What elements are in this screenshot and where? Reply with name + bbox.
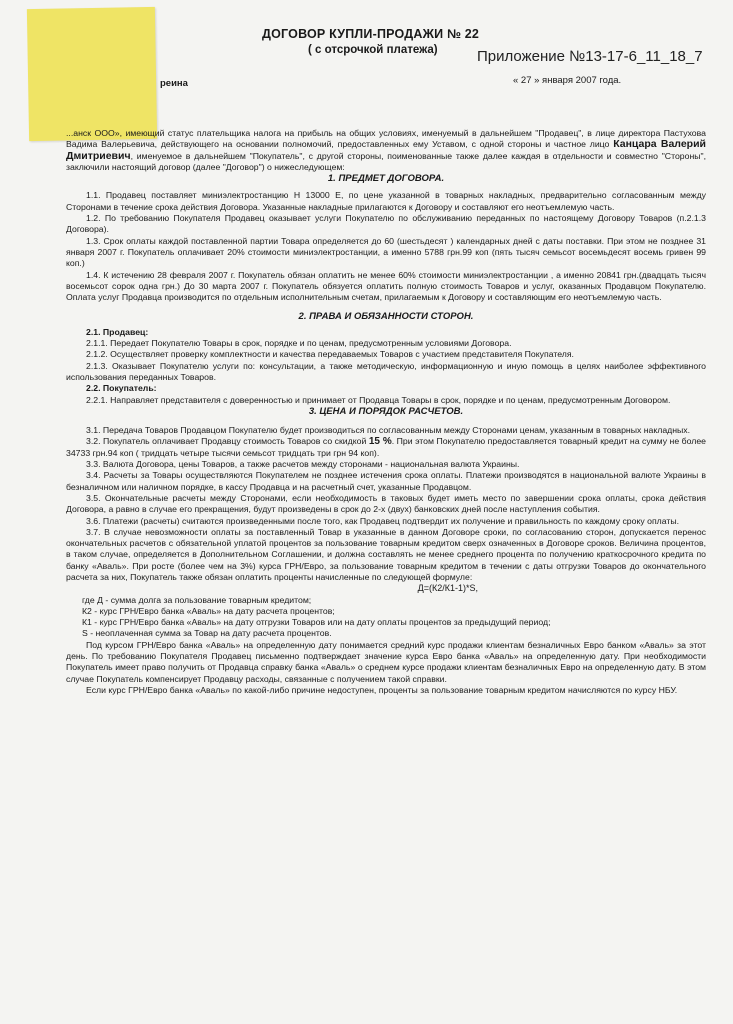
legend-item: где Д - сумма долга за пользование товарным кредитом; — [82, 594, 312, 605]
contract-date: « 27 » января 2007 года. — [513, 75, 622, 86]
document-subtitle: ( с отсрочкой платежа) — [308, 44, 438, 56]
clause-1-3: 1.3. Срок оплаты каждой поставленной партии Товара определяется до 60 (шестьдесят ) календарных дней с даты поставки. При этом не позднее 31 января 2007 г. Покупатель оплачивает 20% стоимости миниэлектростанции, а именно 5788 грн.99 коп (пять тысяч семьсот восемьдесят восемь гривен 99 коп.) — [66, 235, 706, 269]
clause-2-1-3: 2.1.3. Оказывает Покупателю услуги по: консультации, а также методическую, информационную и иную помощь в целях наиболее эффективного использования переданных Товаров. — [66, 360, 706, 382]
discount-value: 15 % — [368, 436, 392, 448]
clause-1-1: 1.1. Продавец поставляет миниэлектростанцию Н 13000 Е, по цене указанной в товарных накладных, предварительно согласованным между Сторонами в течение срока действия Договора. Указанные накладные прилагаются к Договору и составляют его неотъемлемую часть. — [66, 190, 706, 212]
buyer-heading: 2.2. Покупатель: — [86, 383, 157, 394]
intro-paragraph: ...анск ООО», имеющий статус плательщика налога на прибыль на общих условиях, именуемый в дальнейшем "Продавец", в лице директора Пастухова Вадима Валерьевича, действующего на основании полномочий, предоставленных ему Уставом, с одной стороны и частное лицо Канцара Валерий Дмитриевич, именуемое в дальнейшем "Покупатель", с другой стороны, поименованные также далее каждая в отдельности и совместно "Стороны", заключили настоящий договор (далее "Договор") о нижеследующем: — [66, 128, 706, 172]
legend-item: К1 - курс ГРН/Евро банка «Аваль» на дату отгрузки Товаров или на дату оплаты процентов за предыдущий период; — [82, 617, 551, 628]
section-3-title: 3. ЦЕНА И ПОРЯДОК РАСЧЕТОВ. — [308, 405, 464, 417]
section-1-title: 1. ПРЕДМЕТ ДОГОВОРА. — [327, 173, 445, 185]
section-2-title: 2. ПРАВА И ОБЯЗАННОСТИ СТОРОН. — [298, 311, 474, 323]
formula: Д=(К2/К1-1)*S, — [417, 583, 478, 594]
annex-label: Приложение №13-17-6_11_18_7 — [477, 48, 703, 65]
document-title: ДОГОВОР КУПЛИ-ПРОДАЖИ № 22 — [262, 27, 480, 41]
clause-3-3: 3.3. Валюта Договора, цены Товаров, а также расчетов между сторонами - национальная валюта Украины. — [86, 459, 520, 470]
clause-2-2-1: 2.2.1. Направляет представителя с доверенностью и принимает от Продавца Товары в срок, порядке и по ценам, предусмотренным Договором. — [86, 394, 671, 405]
seller-heading: 2.1. Продавец: — [86, 326, 149, 337]
clause-3-6: 3.6. Платежи (расчеты) считаются произведенными после того, как Продавец подтвердит их получение и правильность по каждому сроку оплаты. — [86, 515, 679, 526]
clause-3-5: 3.5. Окончательные расчеты между Сторонами, если необходимость в таковых будет иметь место по завершении срока оплаты, срока действия Договора, а равно в случае его прекращения, будут произведены в срок до 2-х (двух) банковских дней после наступления события. — [66, 492, 706, 515]
clause-2-1-1: 2.1.1. Передает Покупателю Товары в срок, порядке и по ценам, предусмотренным условиями Договора. — [86, 338, 512, 349]
clause-1-4: 1.4. К истечению 28 февраля 2007 г. Покупатель обязан оплатить не менее 60% стоимости миниэлектростанции , а именно 20841 грн.(двадцать тысяч восемьсот сорок одна грн.) До 30 марта 2007 г. Покупатель обязуется оплатить полную стоимость Товаров и услуг, оказанных Продавцом Покупателю. Оплата услуг Продавца производится по отдельным исполнительным счетам, прилагаемым к Договору и составляющим его неотъемлемую часть. — [66, 269, 706, 303]
clause-2-1-2: 2.1.2. Осуществляет проверку комплектности и качества передаваемых Товаров с участием представителя Покупателя. — [86, 349, 574, 360]
city-label: реина — [160, 78, 188, 89]
clause-3-2: 3.2. Покупатель оплачивает Продавцу стоимость Товаров со скидкой 15 %. При этом Покупателю предоставляется товарный кредит на сумму не более 34733 грн.94 коп ( тридцать четыре тысячи семьсот тридцать три грн 94 коп). — [66, 436, 707, 458]
rate-definition: Под курсом ГРН/Евро банка «Аваль» на определенную дату понимается средний курс продажи клиентам безналичных Евро банком «Аваль» за этот день. По требованию Покупателя Продавец письменно подтверждает значение курса Евро банка «Аваль» на определенную дату. При необходимости Покупатель имеет право получить от Продавца справку банка «Аваль» о среднем курсе продажи клиентам безналичных Евро на определенную дату. В этом случае Покупатель компенсирует Продавцу расходы, связанные с получением такой справки. — [66, 639, 706, 684]
clause-3-7: 3.7. В случае невозможности оплаты за поставленный Товар в указанные в данном Договоре сроки, по согласованию сторон, допускается перенос окончательных расчетов с обязательной уплатой процентов за пользование товарным кредитом сверх означенных в Договоре сроков. Величина процентов, в таком случае, определяется в Дополнительном Соглашении, и должна составлять не менее среднего процента по получению краткосрочного кредита по банку «Аваль». При росте (более чем на 3%) курса ГРН/Евро, за пользование товарным кредитом в течении с даты отгрузки Товаров до окончательного расчета за них, Покупатель также обязан оплатить проценты начисленные по следующей формуле: — [66, 526, 706, 582]
legend-item: S - неоплаченная сумма за Товар на дату расчета процентов. — [82, 628, 332, 639]
buyer-name: Канцара Валерий Дмитриевич — [66, 138, 706, 162]
contract-body — [66, 128, 706, 696]
legend-item: К2 - курс ГРН/Евро банка «Аваль» на дату расчета процентов; — [82, 605, 335, 616]
formula-legend — [66, 595, 706, 640]
clause-1-2: 1.2. По требованию Покупателя Продавец оказывает услуги Покупателю по обслуживанию переданных по настоящему Договору Товаров (п.2.1.3 Договора). — [66, 213, 706, 235]
clause-3-4: 3.4. Расчеты за Товары осуществляются Покупателем не позднее истечения срока оплаты. Платежи производятся в национальной валюте Украины в безналичном или наличном порядке, в кассу Продавца и на расчетный счет, указанные Продавцом. — [66, 470, 706, 492]
clause-3-1: 3.1. Передача Товаров Продавцом Покупателю будет производиться по согласованным между Сторонами ценам, указанным в товарных накладных. — [86, 425, 691, 436]
sticky-note — [27, 7, 157, 141]
nbu-rate-note: Если курс ГРН/Евро банка «Аваль» по какой-либо причине недоступен, проценты за пользование товарным кредитом начисляются по курсу НБУ. — [86, 684, 678, 695]
